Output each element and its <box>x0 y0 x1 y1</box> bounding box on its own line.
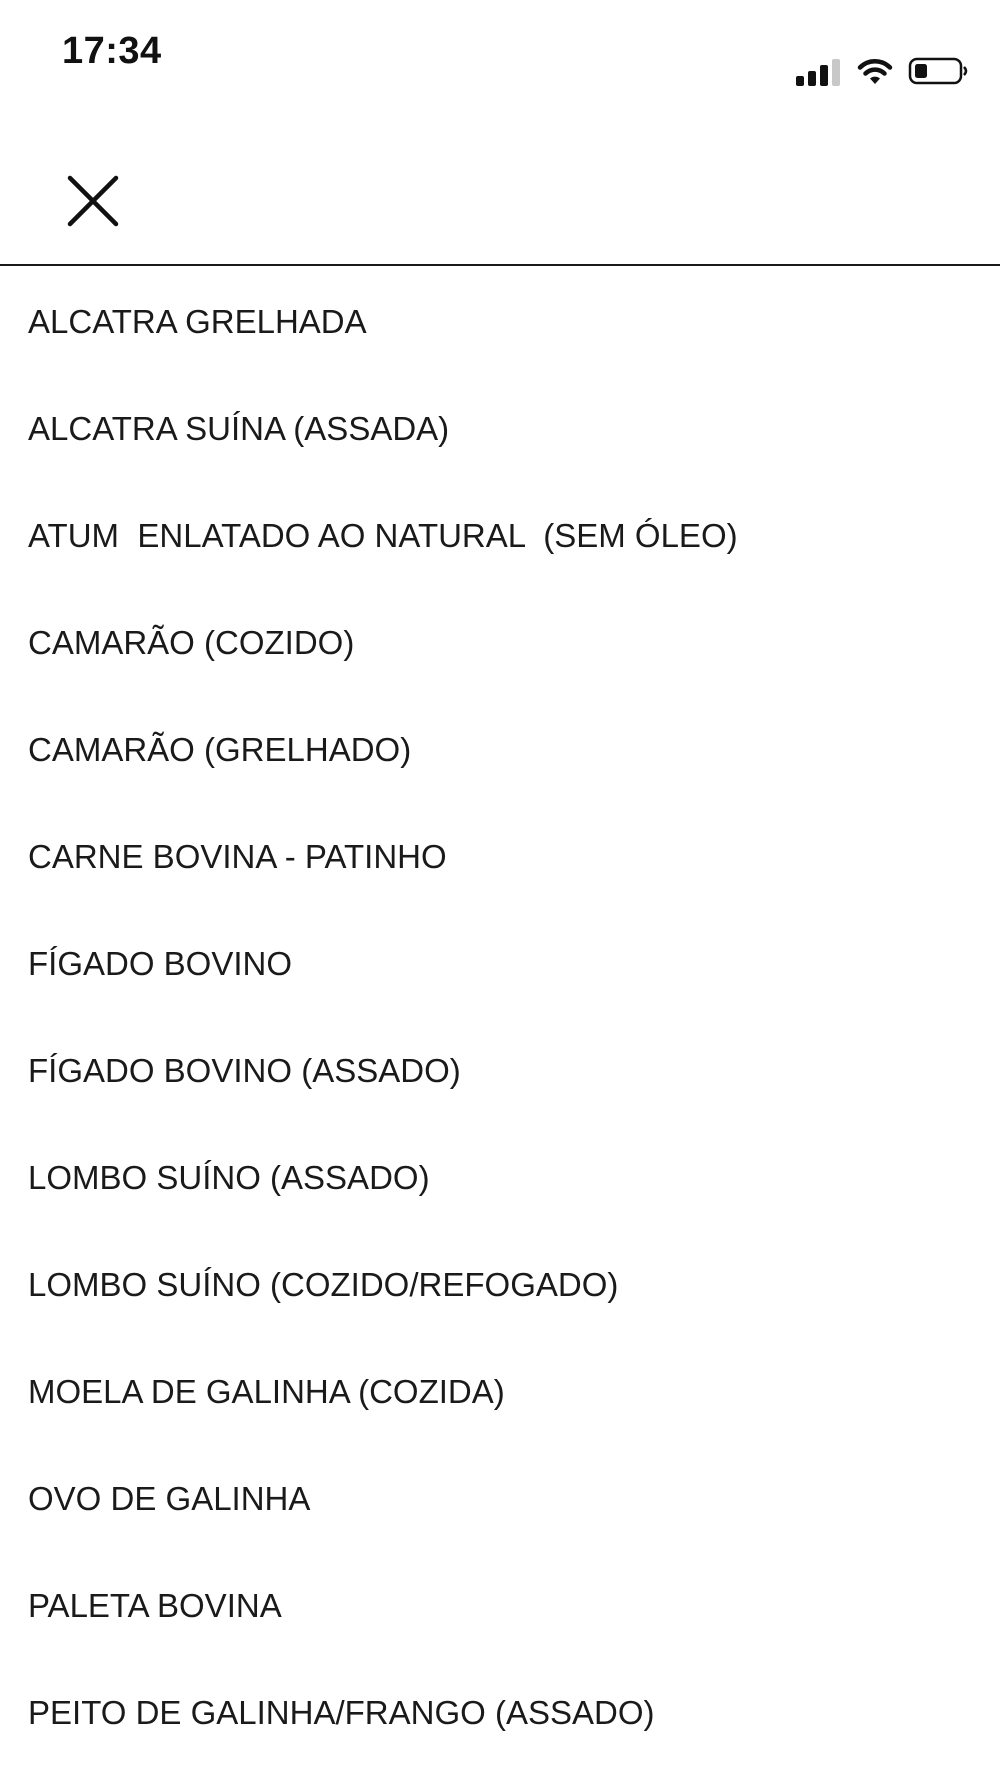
status-icons <box>796 56 970 86</box>
list-item[interactable]: CAMARÃO (GRELHADO) <box>28 730 412 768</box>
list-item[interactable]: MOELA DE GALINHA (COZIDA) <box>28 1372 505 1410</box>
close-button[interactable] <box>58 166 128 236</box>
list-item[interactable]: LOMBO SUÍNO (ASSADO) <box>28 1158 430 1196</box>
list-item[interactable]: ATUM ENLATADO AO NATURAL (SEM ÓLEO) <box>28 516 738 554</box>
list-item[interactable]: FÍGADO BOVINO (ASSADO) <box>28 1051 461 1089</box>
list-item[interactable]: PALETA BOVINA <box>28 1586 282 1624</box>
food-list <box>0 268 1000 1766</box>
list-item[interactable]: ALCATRA SUÍNA (ASSADA) <box>28 409 450 447</box>
status-bar <box>0 0 1000 110</box>
battery-icon <box>908 56 970 86</box>
list-item[interactable]: ALCATRA GRELHADA <box>28 302 367 340</box>
list-item[interactable]: CARNE BOVINA - PATINHO <box>28 837 447 875</box>
list-item[interactable]: PEITO DE GALINHA/FRANGO (ASSADO) <box>28 1693 655 1731</box>
list-item[interactable]: LOMBO SUÍNO (COZIDO/REFOGADO) <box>28 1265 619 1303</box>
list-item[interactable]: OVO DE GALINHA <box>28 1479 311 1517</box>
cellular-signal-icon <box>796 58 842 86</box>
list-item[interactable]: CAMARÃO (COZIDO) <box>28 623 355 661</box>
wifi-icon <box>856 56 894 86</box>
status-time: 17:34 <box>62 30 162 72</box>
modal-header <box>0 110 1000 266</box>
close-icon <box>64 172 122 230</box>
list-item[interactable]: FÍGADO BOVINO <box>28 944 293 982</box>
